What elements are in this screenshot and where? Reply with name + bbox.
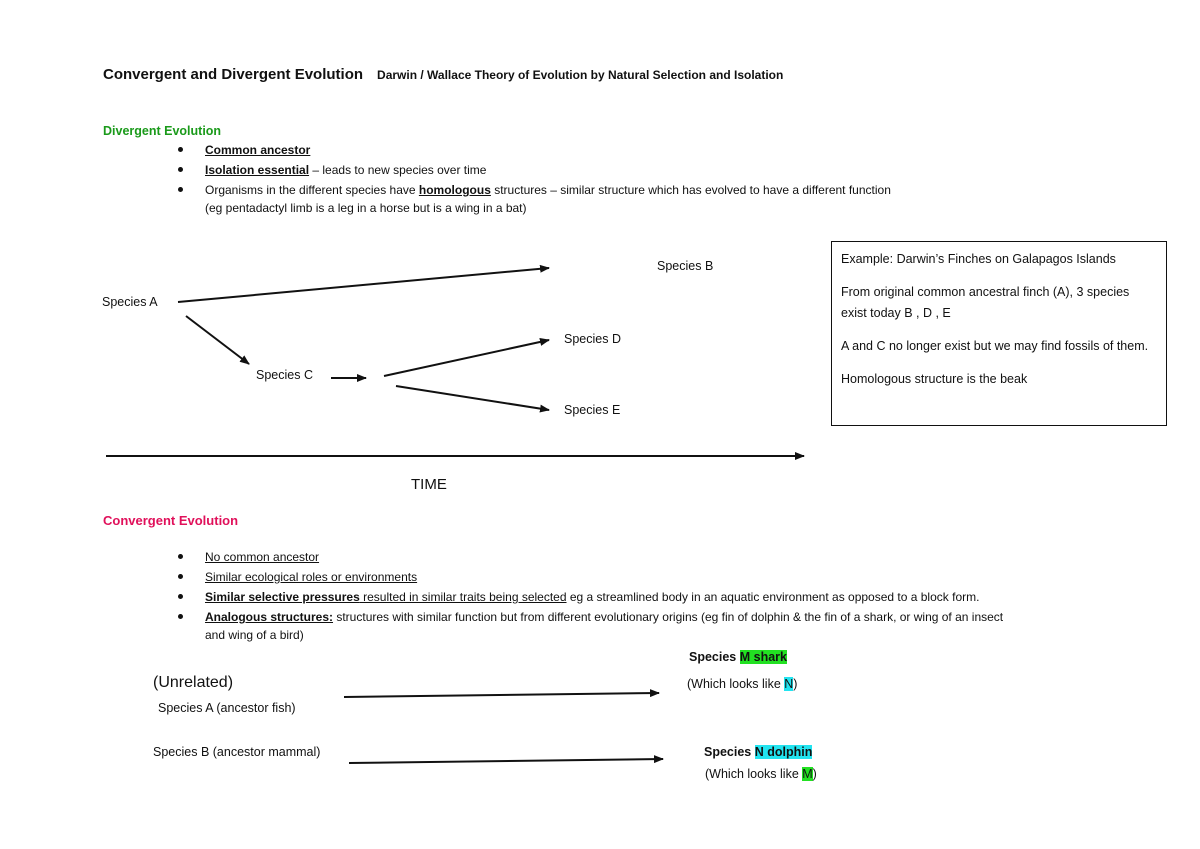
label-species-c: Species C	[256, 368, 313, 382]
arrow-a-to-b	[178, 268, 549, 302]
list-item: Similar selective pressures resulted in similar traits being selected eg a streamlined body in an aquatic environment as opposed to a block form.	[205, 587, 1003, 607]
highlight-n: N	[784, 677, 794, 691]
example-line-3: A and C no longer exist but we may find fossils of them.	[841, 339, 1149, 353]
example-line-2: From original common ancestral finch (A), 3 species exist today B , D , E	[841, 285, 1130, 320]
list-item-continuation: (eg pentadactyl limb is a leg in a horse but is a wing in a bat)	[205, 201, 527, 215]
label-m-looks-like: (Which looks like N)	[687, 677, 798, 691]
label-species-m-shark: Species M shark	[689, 650, 787, 664]
highlight-n-dolphin: N dolphin	[754, 745, 813, 759]
arrow-c-to-d	[384, 340, 549, 376]
label-species-d: Species D	[564, 332, 621, 346]
list-item: Organisms in the different species have homologous structures – similar structure which has evolved to have a different function	[205, 180, 891, 200]
title-main: Convergent and Divergent Evolution	[103, 66, 364, 83]
label-time: TIME	[411, 476, 447, 493]
divergent-heading: Divergent Evolution	[103, 124, 222, 138]
arrow-fish-to-shark	[344, 693, 659, 697]
label-species-b: Species B	[657, 259, 714, 273]
title-subtitle: Darwin / Wallace Theory of Evolution by Natural Selection and Isolation	[377, 68, 784, 82]
list-item: Analogous structures: structures with similar function but from different evolutionary origins (eg fin of dolphin & the fin of a shark, or wing of an insect	[205, 607, 1003, 627]
arrow-mammal-to-dolphin	[349, 759, 663, 763]
example-line-1: Example: Darwin’s Finches on Galapagos Islands	[841, 252, 1116, 266]
label-species-n-dolphin: Species N dolphin	[704, 745, 813, 759]
example-line-4: Homologous structure is the beak	[841, 372, 1028, 386]
highlight-m-shark: M shark	[739, 650, 787, 664]
label-ancestor-fish: Species A (ancestor fish)	[158, 701, 296, 715]
list-item: Common ancestor	[205, 140, 891, 160]
list-item: Isolation essential – leads to new species over time	[205, 160, 891, 180]
list-item: Similar ecological roles or environments	[205, 567, 1003, 587]
label-species-e: Species E	[564, 403, 621, 417]
convergent-heading: Convergent Evolution	[103, 513, 239, 528]
list-item: No common ancestor	[205, 547, 1003, 567]
label-n-looks-like: (Which looks like M)	[705, 767, 817, 781]
highlight-m: M	[802, 767, 813, 781]
list-item-continuation: and wing of a bird)	[205, 628, 304, 642]
label-unrelated: (Unrelated)	[153, 674, 234, 691]
arrow-c-to-e	[396, 386, 549, 410]
arrow-a-to-c	[186, 316, 249, 364]
label-ancestor-mammal: Species B (ancestor mammal)	[153, 745, 321, 759]
label-species-a: Species A	[102, 295, 158, 309]
